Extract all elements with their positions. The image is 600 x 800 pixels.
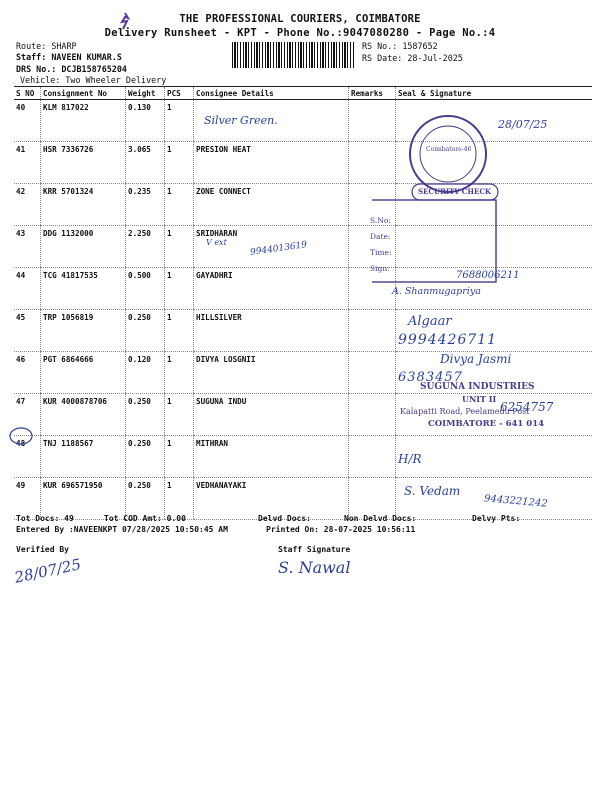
runsheet-subtitle: Delivery Runsheet - KPT - Phone No.:9047080280 - Page No.:4 xyxy=(104,27,496,39)
consignment-cell: DDG 1132000 xyxy=(41,226,126,268)
remarks-cell xyxy=(349,352,396,394)
remarks-cell xyxy=(349,436,396,478)
table-row xyxy=(14,310,592,352)
delvy-pts: Delvy Pts: xyxy=(472,514,521,523)
sno-cell: 44 xyxy=(14,268,41,310)
stamp-time-label: Time: xyxy=(370,248,392,257)
consignee-cell: DIVYA LOSGNII xyxy=(194,352,349,394)
hw-row47-phone: 6254757 xyxy=(500,400,554,414)
vehicle-line xyxy=(20,75,166,85)
col-seal-signature: Seal & Signature xyxy=(396,87,593,100)
stamp-graphics xyxy=(372,96,592,296)
weight-cell: 0.130 xyxy=(126,100,165,142)
staff-signature: S. Nawal xyxy=(278,558,351,577)
weight-cell: 0.250 xyxy=(126,394,165,436)
rs-date-label: RS Date: xyxy=(362,53,403,63)
suguna-stamp-line1: SUGUNA INDUSTRIES xyxy=(420,382,535,392)
weight-cell: 0.500 xyxy=(126,268,165,310)
delvd-docs: Delvd Docs: xyxy=(258,514,311,523)
tot-cod-amt: Tot COD Amt: 0.00 xyxy=(104,514,186,523)
consignee-cell: SUGUNA INDU xyxy=(194,394,349,436)
col-sno: S NO xyxy=(14,87,41,100)
consignment-cell: KUR 4000878706 xyxy=(41,394,126,436)
hw-row43-phone: 9944013619 xyxy=(249,240,308,258)
rs-no-label: RS No.: xyxy=(362,41,398,51)
rs-no-value: 1587652 xyxy=(402,41,438,51)
hw-row44-sign: A. Shanmugapriya xyxy=(392,286,481,297)
pcs-cell: 1 xyxy=(165,142,194,184)
drs-line xyxy=(16,64,127,74)
col-pcs: PCS xyxy=(165,87,194,100)
hw-row46-name: Divya Jasmi xyxy=(440,352,512,366)
weight-cell: 0.235 xyxy=(126,184,165,226)
pcs-cell: 1 xyxy=(165,310,194,352)
consignment-cell: KRR 5701324 xyxy=(41,184,126,226)
col-consignment: Consignment No xyxy=(41,87,126,100)
verified-by-label: Verified By xyxy=(16,545,69,554)
sno-cell: 45 xyxy=(14,310,41,352)
consignment-cell: TRP 1056819 xyxy=(41,310,126,352)
consignment-cell: TCG 41817535 xyxy=(41,268,126,310)
pcs-cell: 1 xyxy=(165,268,194,310)
verified-signature: 28/07/25 xyxy=(12,555,83,587)
hw-row46-phone: 6383457 xyxy=(398,370,463,385)
hw-row43-note: V ext xyxy=(206,238,227,247)
consignment-cell: KUR 696571950 xyxy=(41,478,126,520)
remarks-cell xyxy=(349,394,396,436)
rs-date-line xyxy=(362,53,463,63)
stamp-date-label: Date: xyxy=(370,232,391,241)
pcs-cell: 1 xyxy=(165,394,194,436)
staff-value: NAVEEN KUMAR.S xyxy=(51,52,122,62)
pcs-cell: 1 xyxy=(165,478,194,520)
consignment-cell: HSR 7336726 xyxy=(41,142,126,184)
weight-cell: 0.120 xyxy=(126,352,165,394)
pcs-cell: 1 xyxy=(165,226,194,268)
table-row xyxy=(14,436,592,478)
pcs-cell: 1 xyxy=(165,352,194,394)
hw-row45-name: Algaar xyxy=(408,314,452,329)
non-delvd-docs: Non Delvd Docs: xyxy=(344,514,417,523)
company-title: THE PROFESSIONAL COURIERS, COIMBATORE xyxy=(179,13,421,25)
sno-cell: 47 xyxy=(14,394,41,436)
remarks-cell xyxy=(349,310,396,352)
consignee-cell: GAYADHRI xyxy=(194,268,349,310)
sno-cell: 48 xyxy=(14,436,41,478)
hw-row45-phone: 9994426711 xyxy=(398,332,498,348)
hw-row48-note: H/R xyxy=(398,452,422,466)
sno-cell: 42 xyxy=(14,184,41,226)
seal-center-text: Coimbatore-46 xyxy=(426,146,472,153)
consignment-cell: PGT 6864666 xyxy=(41,352,126,394)
hw-row44-phone: 7688006211 xyxy=(456,270,520,281)
entered-by: Entered By :NAVEENKPT 07/28/2025 10:50:45 AM xyxy=(16,525,228,534)
col-weight: Weight xyxy=(126,87,165,100)
weight-cell: 0.250 xyxy=(126,478,165,520)
pcs-cell: 1 xyxy=(165,100,194,142)
suguna-stamp-line3: Kalapatti Road, Peelamedu Post xyxy=(400,407,530,416)
sno-cell: 41 xyxy=(14,142,41,184)
staff-label: Staff: xyxy=(16,52,47,62)
staff-line xyxy=(16,52,122,62)
stamp-sign-label: Sign: xyxy=(370,264,390,273)
col-consignee: Consignee Details xyxy=(194,87,349,100)
barcode xyxy=(232,42,354,68)
pcs-cell: 1 xyxy=(165,184,194,226)
route-value: SHARP xyxy=(51,41,77,51)
suguna-stamp-line4: COIMBATORE - 641 014 xyxy=(428,419,545,429)
weight-cell: 3.065 xyxy=(126,142,165,184)
drs-label: DRS No.: xyxy=(16,64,57,74)
consignment-cell: KLM 817022 xyxy=(41,100,126,142)
hw-row49-sign: S. Vedam xyxy=(404,484,461,498)
sno-cell: 43 xyxy=(14,226,41,268)
consignee-cell: PRESION HEAT xyxy=(194,142,349,184)
security-check-stamp: SECURITY CHECK xyxy=(418,187,491,196)
vehicle-value: Two Wheeler Delivery xyxy=(65,75,167,85)
hw-row49-phone: 9443221242 xyxy=(483,493,548,510)
route-line xyxy=(16,41,77,51)
rs-date-value: 28-Jul-2025 xyxy=(407,53,463,63)
weight-cell: 2.250 xyxy=(126,226,165,268)
consignee-cell: VEDHANAYAKI xyxy=(194,478,349,520)
printed-on: Printed On: 28-07-2025 10:56:11 xyxy=(266,525,416,534)
weight-cell: 0.250 xyxy=(126,436,165,478)
sno-cell: 49 xyxy=(14,478,41,520)
circle-mark-row48 xyxy=(8,426,34,446)
suguna-stamp-line2: UNIT II xyxy=(462,394,497,404)
hw-row40-consignee: Silver Green. xyxy=(204,114,278,127)
route-label: Route: xyxy=(16,41,47,51)
vehicle-label: Vehicle: xyxy=(20,75,61,85)
drs-value: DCJB158765204 xyxy=(61,64,127,74)
consignment-cell: TNJ 1188567 xyxy=(41,436,126,478)
consignee-cell: ZONE CONNECT xyxy=(194,184,349,226)
consignee-cell: HILLSILVER xyxy=(194,310,349,352)
rs-no-line xyxy=(362,41,438,51)
signature-cell xyxy=(396,436,593,478)
sno-cell: 46 xyxy=(14,352,41,394)
consignee-cell: SRIDHARAN xyxy=(194,226,349,268)
pcs-cell: 1 xyxy=(165,436,194,478)
col-remarks: Remarks xyxy=(349,87,396,100)
tot-docs: Tot Docs: 49 xyxy=(16,514,74,523)
staff-signature-label: Staff Signature xyxy=(278,545,351,554)
consignee-cell: MITHRAN xyxy=(194,436,349,478)
sno-cell: 40 xyxy=(14,100,41,142)
hw-row40-date: 28/07/25 xyxy=(498,118,548,131)
stamp-sno-label: S.No: xyxy=(370,216,391,225)
weight-cell: 0.250 xyxy=(126,310,165,352)
